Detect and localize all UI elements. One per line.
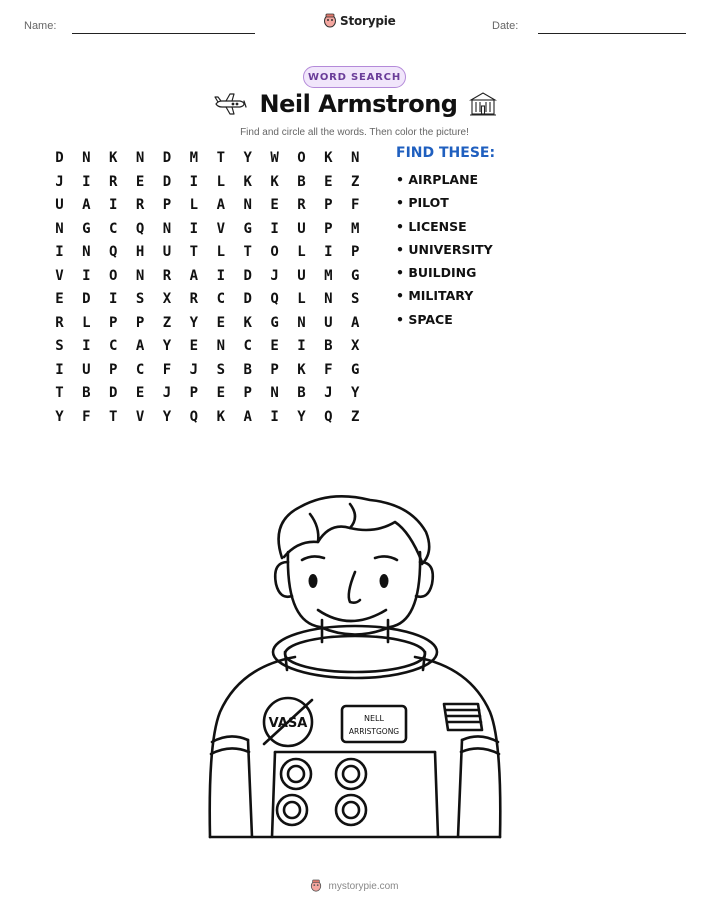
grid-cell[interactable]: P [189, 385, 199, 401]
grid-cell[interactable]: L [297, 244, 306, 260]
grid-cell[interactable]: B [297, 385, 306, 401]
grid-cell[interactable]: R [162, 267, 172, 284]
grid-cell[interactable]: E [324, 173, 333, 190]
grid-cell[interactable]: V [216, 220, 225, 237]
grid-cell[interactable]: N [297, 314, 306, 331]
grid-cell[interactable]: N [162, 220, 172, 237]
grid-cell[interactable]: G [351, 361, 360, 378]
grid-cell[interactable]: J [270, 267, 279, 284]
grid-cell[interactable]: I [109, 291, 118, 307]
grid-cell[interactable]: Y [297, 408, 306, 425]
grid-cell[interactable]: I [297, 338, 306, 354]
grid-cell[interactable]: M [189, 150, 199, 166]
grid-cell[interactable]: U [162, 244, 172, 260]
grid-cell[interactable]: T [55, 385, 64, 401]
grid-cell[interactable]: K [297, 361, 306, 378]
grid-cell[interactable]: L [216, 173, 225, 190]
storypie-mascot-icon [310, 879, 322, 893]
grid-cell[interactable]: R [189, 291, 199, 307]
find-these-heading: FIND THESE: [396, 145, 496, 161]
grid-cell[interactable]: F [82, 408, 91, 425]
word-item-military: • MILITARY [396, 288, 474, 304]
grid-cell[interactable]: Y [162, 338, 172, 354]
grid-cell[interactable]: I [82, 338, 91, 354]
grid-cell[interactable]: A [351, 314, 360, 331]
grid-cell[interactable]: N [135, 267, 145, 284]
grid-cell[interactable]: I [270, 220, 279, 237]
grid-cell[interactable]: M [324, 267, 333, 284]
name-tag-line2: ARRISTGONG [348, 727, 400, 736]
grid-cell[interactable]: J [189, 361, 199, 378]
grid-cell[interactable]: K [109, 150, 118, 166]
patch-text: VASA [268, 716, 308, 731]
grid-cell[interactable]: I [270, 408, 279, 425]
grid-cell[interactable]: E [135, 173, 145, 190]
grid-cell[interactable]: X [351, 338, 360, 354]
grid-cell[interactable]: J [162, 385, 172, 401]
grid-cell[interactable]: P [109, 361, 118, 378]
grid-cell[interactable]: C [243, 338, 252, 354]
storypie-mascot-icon [323, 13, 337, 29]
grid-cell[interactable]: P [135, 314, 145, 331]
grid-cell[interactable]: I [82, 267, 91, 284]
grid-cell[interactable]: T [109, 408, 118, 425]
grid-cell[interactable]: P [270, 361, 279, 378]
name-label: Name: [24, 20, 57, 32]
grid-cell[interactable]: K [270, 173, 279, 190]
grid-cell[interactable]: E [135, 385, 145, 401]
grid-cell[interactable]: I [324, 244, 333, 260]
grid-cell[interactable]: O [109, 267, 118, 284]
word-item-space: • SPACE [396, 311, 453, 327]
grid-cell[interactable]: D [109, 385, 118, 401]
grid-cell[interactable]: Y [189, 314, 199, 331]
date-line[interactable] [538, 33, 686, 34]
brand-name: Storypie [340, 14, 396, 28]
grid-cell[interactable]: A [189, 267, 199, 284]
grid-cell[interactable]: S [216, 361, 225, 378]
grid-cell[interactable]: G [270, 314, 279, 331]
grid-cell[interactable]: M [351, 220, 360, 237]
grid-cell[interactable]: I [216, 267, 225, 284]
grid-cell[interactable]: R [135, 197, 145, 213]
page-title: Neil Armstrong [259, 90, 458, 118]
grid-cell[interactable]: S [351, 291, 360, 307]
instructions: Find and circle all the words. Then color the picture! [240, 127, 469, 138]
brand-logo [323, 13, 396, 29]
grid-cell[interactable]: I [109, 197, 118, 213]
word-item-university: • UNIVERSITY [396, 241, 493, 257]
grid-cell[interactable]: N [216, 338, 225, 354]
grid-cell[interactable]: N [243, 197, 252, 213]
grid-cell[interactable]: Z [351, 408, 360, 425]
word-item-airplane: • AIRPLANE [396, 172, 479, 187]
grid-cell[interactable]: U [55, 197, 64, 213]
grid-cell[interactable]: N [82, 150, 91, 166]
grid-cell[interactable]: T [189, 244, 199, 260]
grid-cell[interactable]: Q [189, 408, 199, 425]
grid-cell[interactable]: K [216, 408, 225, 425]
grid-cell[interactable]: L [216, 244, 225, 260]
name-tag-line1: NELL [364, 714, 384, 723]
grid-cell[interactable]: P [324, 197, 333, 213]
grid-cell[interactable]: Q [109, 244, 118, 260]
grid-cell[interactable]: Y [243, 150, 252, 166]
grid-cell[interactable]: O [297, 150, 306, 166]
grid-cell[interactable]: Q [324, 408, 333, 425]
grid-cell[interactable]: W [270, 150, 279, 166]
grid-cell[interactable]: C [109, 338, 118, 354]
grid-cell[interactable]: A [82, 197, 91, 213]
building-icon [469, 91, 497, 117]
grid-cell[interactable]: D [162, 150, 172, 166]
grid-cell[interactable]: L [82, 314, 91, 331]
grid-cell[interactable]: C [216, 291, 225, 307]
grid-cell[interactable]: Y [351, 385, 360, 401]
grid-cell[interactable]: G [243, 220, 252, 237]
grid-cell[interactable]: O [270, 244, 279, 260]
grid-cell[interactable]: Y [55, 408, 64, 425]
grid-cell[interactable]: K [324, 150, 333, 166]
grid-cell[interactable]: A [135, 338, 145, 354]
grid-cell[interactable]: R [55, 314, 64, 331]
grid-cell[interactable]: G [351, 267, 360, 284]
grid-cell[interactable]: Z [162, 314, 172, 331]
grid-cell[interactable]: R [109, 173, 118, 190]
grid-cell[interactable]: E [216, 314, 225, 331]
word-item-license: • LICENSE [396, 218, 467, 234]
grid-cell[interactable]: J [324, 385, 333, 401]
grid-cell[interactable]: V [55, 267, 64, 284]
grid-cell[interactable]: N [351, 150, 360, 166]
grid-cell[interactable]: D [55, 150, 64, 166]
grid-cell[interactable]: E [270, 338, 279, 354]
grid-cell[interactable]: Q [135, 220, 145, 237]
grid-cell[interactable]: D [82, 291, 91, 307]
grid-cell[interactable]: E [189, 338, 199, 354]
grid-cell[interactable]: D [243, 291, 252, 307]
grid-cell[interactable]: F [162, 361, 172, 378]
grid-cell[interactable]: B [324, 338, 333, 354]
grid-cell[interactable]: Y [162, 408, 172, 425]
grid-cell[interactable]: H [135, 244, 145, 260]
footer-url[interactable]: mystorypie.com [328, 880, 399, 892]
grid-cell[interactable]: F [324, 361, 333, 378]
grid-cell[interactable]: N [324, 291, 333, 307]
grid-cell[interactable]: P [162, 197, 172, 213]
grid-cell[interactable]: P [351, 244, 360, 260]
grid-cell[interactable]: C [135, 361, 145, 378]
grid-cell[interactable]: P [243, 385, 252, 401]
grid-cell[interactable]: N [82, 244, 91, 260]
grid-cell[interactable]: D [162, 173, 172, 190]
grid-cell[interactable]: X [162, 291, 172, 307]
grid-cell[interactable]: P [324, 220, 333, 237]
grid-cell[interactable]: N [55, 220, 64, 237]
grid-cell[interactable]: T [216, 150, 225, 166]
airplane-icon [212, 92, 248, 116]
grid-cell[interactable]: L [189, 197, 199, 213]
grid-cell[interactable]: P [109, 314, 118, 331]
footer [0, 879, 709, 893]
grid-cell[interactable]: Z [351, 173, 360, 190]
grid-cell[interactable]: B [82, 385, 91, 401]
grid-cell[interactable]: U [297, 220, 306, 237]
grid-cell[interactable]: U [82, 361, 91, 378]
grid-cell[interactable]: R [297, 197, 306, 213]
grid-cell[interactable]: K [243, 314, 252, 331]
grid-cell[interactable]: I [55, 361, 64, 378]
grid-cell[interactable]: B [297, 173, 306, 190]
grid-cell[interactable]: I [189, 220, 199, 237]
grid-cell[interactable]: L [297, 291, 306, 307]
astronaut-illustration[interactable] [200, 492, 510, 842]
date-label: Date: [492, 20, 519, 32]
grid-cell[interactable]: U [324, 314, 333, 331]
word-list [396, 172, 493, 335]
grid-cell[interactable]: U [297, 267, 306, 284]
grid-cell[interactable]: E [270, 197, 279, 213]
grid-cell[interactable]: B [243, 361, 252, 378]
name-line[interactable] [72, 33, 255, 34]
grid-cell[interactable]: A [216, 197, 225, 213]
grid-cell[interactable]: N [135, 150, 145, 166]
grid-cell[interactable]: I [82, 173, 91, 190]
grid-cell[interactable]: K [243, 173, 252, 190]
letter-grid[interactable] [46, 147, 369, 429]
grid-cell[interactable]: I [189, 173, 199, 190]
grid-cell[interactable]: E [55, 291, 64, 307]
grid-cell[interactable]: J [55, 173, 64, 190]
grid-cell[interactable]: I [55, 244, 64, 260]
grid-cell[interactable]: A [243, 408, 252, 425]
grid-cell[interactable]: Q [270, 291, 279, 307]
grid-cell[interactable]: T [243, 244, 252, 260]
grid-cell[interactable]: D [243, 267, 252, 284]
grid-cell[interactable]: V [135, 408, 145, 425]
grid-cell[interactable]: G [82, 220, 91, 237]
word-item-building: • BUILDING [396, 265, 477, 281]
word-item-pilot: • PILOT [396, 195, 449, 211]
grid-cell[interactable]: S [135, 291, 145, 307]
title-row [0, 90, 709, 118]
grid-cell[interactable]: E [216, 385, 225, 401]
word-search-badge: WORD SEARCH [303, 66, 406, 88]
grid-cell[interactable]: S [55, 338, 64, 354]
grid-cell[interactable]: N [270, 385, 279, 401]
grid-cell[interactable]: F [351, 197, 360, 213]
grid-cell[interactable]: C [109, 220, 118, 237]
